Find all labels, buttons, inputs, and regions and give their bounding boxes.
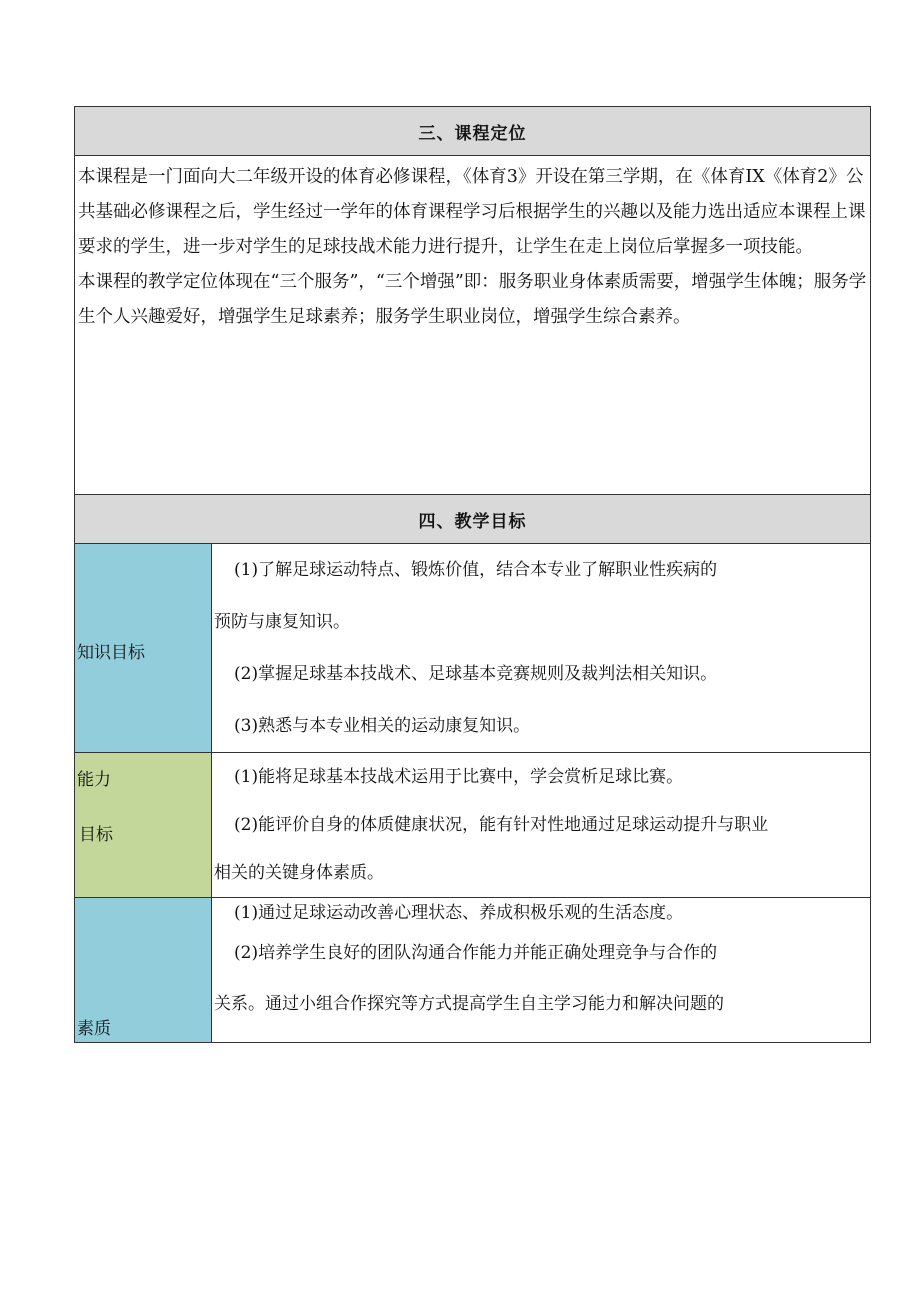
knowledge-label-cell (75, 544, 212, 753)
knowledge-item-2: (2)掌握足球基本技战术、足球基本竞赛规则及裁判法相关知识。 (234, 664, 718, 684)
quality-label-cell (75, 898, 212, 1043)
section3-body (75, 156, 871, 495)
section4-title: 四、教学目标 (75, 495, 871, 544)
section3-title: 三、课程定位 (75, 107, 871, 156)
knowledge-item-1: (1)了解足球运动特点、锻炼价值，结合本专业了解职业性疾病的 (234, 560, 718, 580)
quality-goals (212, 898, 871, 1043)
quality-label: 素质 (77, 1019, 111, 1039)
ability-label-line1: 能力 (77, 770, 111, 790)
section4-header-row (75, 495, 871, 544)
quality-item-1: (1)通过足球运动改善心理状态、养成积极乐观的生活态度。 (234, 903, 684, 923)
ability-label-line2: 目标 (79, 825, 113, 845)
knowledge-row (75, 544, 871, 753)
section3-paragraph-2: 本课程的教学定位体现在“三个服务”，“三个增强”即：服务职业身体素质需要，增强学生体魄；服务学生个人兴趣爱好，增强学生足球素养；服务学生职业岗位，增强学生综合素养。 (78, 272, 867, 327)
knowledge-item-3: (3)熟悉与本专业相关的运动康复知识。 (234, 716, 531, 736)
ability-item-2: (2)能评价自身的体质健康状况，能有针对性地通过足球运动提升与职业 (234, 815, 769, 835)
ability-item-2-cont: 相关的关键身体素质。 (214, 863, 384, 883)
ability-goals (212, 753, 871, 898)
section3-body-row (75, 156, 871, 495)
course-table (74, 106, 871, 1043)
quality-row (75, 898, 871, 1043)
quality-item-2-cont: 关系。通过小组合作探究等方式提高学生自主学习能力和解决问题的 (214, 994, 724, 1014)
ability-label-cell (75, 753, 212, 898)
section3-paragraph-1: 本课程是一门面向大二年级开设的体育必修课程，《体育3》开设在第三学期，在《体育IX《体育2》公共基础必修课程之后，学生经过一学年的体育课程学习后根据学生的兴趣以及能力选出适应本课程上课要求的学生，进一步对学生的足球技战术能力进行提升，让学生在走上岗位后掌握多一项技能。 (78, 167, 866, 257)
knowledge-goals (212, 544, 871, 753)
section3-header-row (75, 107, 871, 156)
quality-item-2: (2)培养学生良好的团队沟通合作能力并能正确处理竞争与合作的 (234, 943, 718, 963)
ability-row (75, 753, 871, 898)
knowledge-item-1-cont: 预防与康复知识。 (214, 612, 350, 632)
knowledge-label: 知识目标 (77, 642, 145, 663)
ability-item-1: (1)能将足球基本技战术运用于比赛中，学会赏析足球比赛。 (234, 767, 684, 787)
